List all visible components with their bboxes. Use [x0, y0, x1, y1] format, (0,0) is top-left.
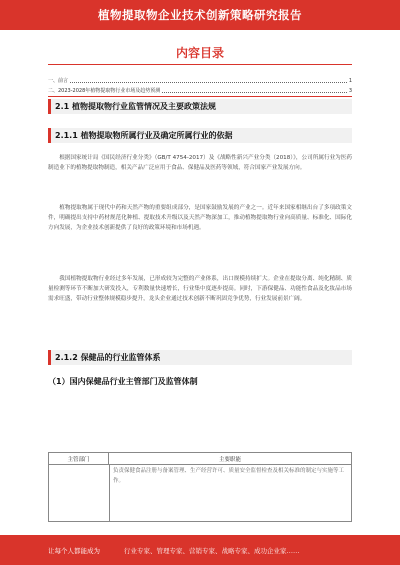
- table-header-cell: 主管部门: [49, 453, 109, 464]
- subheading-1: （1）国内保健品行业主管部门及监管体制: [48, 377, 198, 386]
- toc-item-2[interactable]: [48, 85, 352, 94]
- toc-item-label: 二、2023-2028年植物提取物行业市场及趋势预测: [48, 88, 161, 94]
- report-header: [0, 0, 400, 30]
- paragraph-3: 我国植物提取物行业经过多年发展，已形成较为完整的产业体系，出口规模持续扩大。企业在提取分离、纯化精制、质量检测等环节不断加大研发投入，专利数量快速增长，行业集中度逐步提高。同时，下游保健品、功能性食品及化妆品市场需求旺盛，带动行业整体规模稳步提升，龙头企业通过技术创新不断巩固竞争优势，行业发展前景广阔。: [48, 276, 352, 303]
- section-heading-2-1-1: 2.1.1 植物提取物所属行业及确定所属行业的依据: [48, 128, 352, 143]
- toc-item-label: 一、前言: [48, 78, 69, 84]
- toc-item-1[interactable]: [48, 75, 352, 84]
- toc-item-page: 1: [348, 78, 352, 84]
- toc-item-page: 3: [348, 88, 352, 94]
- toc-top-rule: [48, 64, 352, 65]
- report-footer: [0, 535, 400, 565]
- section-heading-2-1: 2.1 植物提取物行业监管情况及主要政策法规: [48, 99, 352, 114]
- footer-slogan: 让每个人都能成为: [48, 546, 100, 555]
- table-column-divider: [109, 465, 110, 521]
- table-header-row: [49, 453, 351, 465]
- table-header-cell: 主要职能: [218, 456, 241, 463]
- toc-bottom-rule: [48, 96, 352, 97]
- table-body-text: 负责保健食品注册与备案管理、生产经营许可、质量安全监督检查及相关标准的制定与实施等工作。: [113, 468, 345, 484]
- toc-leader-dots: [162, 92, 347, 93]
- paragraph-1: 根据国家统计局《国民经济行业分类》（GB/T 4754-2017）及《战略性新兴产业分类（2018）》，公司所属行业为医药制造业下的植物提取物制造，相关产品广泛应用于食品、保健品及医药等领域，符合国家产业发展方向。: [48, 155, 352, 172]
- report-title: 植物提取物企业技术创新策略研究报告: [98, 8, 302, 22]
- footer-tagline: 行业专家、管理专家、营销专家、战略专家、成功企业家……: [124, 546, 300, 555]
- toc-title: 内容目录: [175, 46, 224, 60]
- section-heading-2-1-2: 2.1.2 保健品的行业监管体系: [48, 350, 352, 365]
- paragraph-2: 植物提取物属于现代中药和天然产物的重要组成部分，是国家鼓励发展的产业之一。近年来国家相继出台了多项政策文件，明确提出支持中药材规范化种植、提取技术升级以及天然产物深加工，推动植物提取物行业向高质量、标准化、国际化方向发展，为企业技术创新提供了良好的政策环境和市场机遇。: [48, 205, 352, 232]
- regulator-table: [48, 452, 352, 522]
- toc-leader-dots: [70, 82, 347, 83]
